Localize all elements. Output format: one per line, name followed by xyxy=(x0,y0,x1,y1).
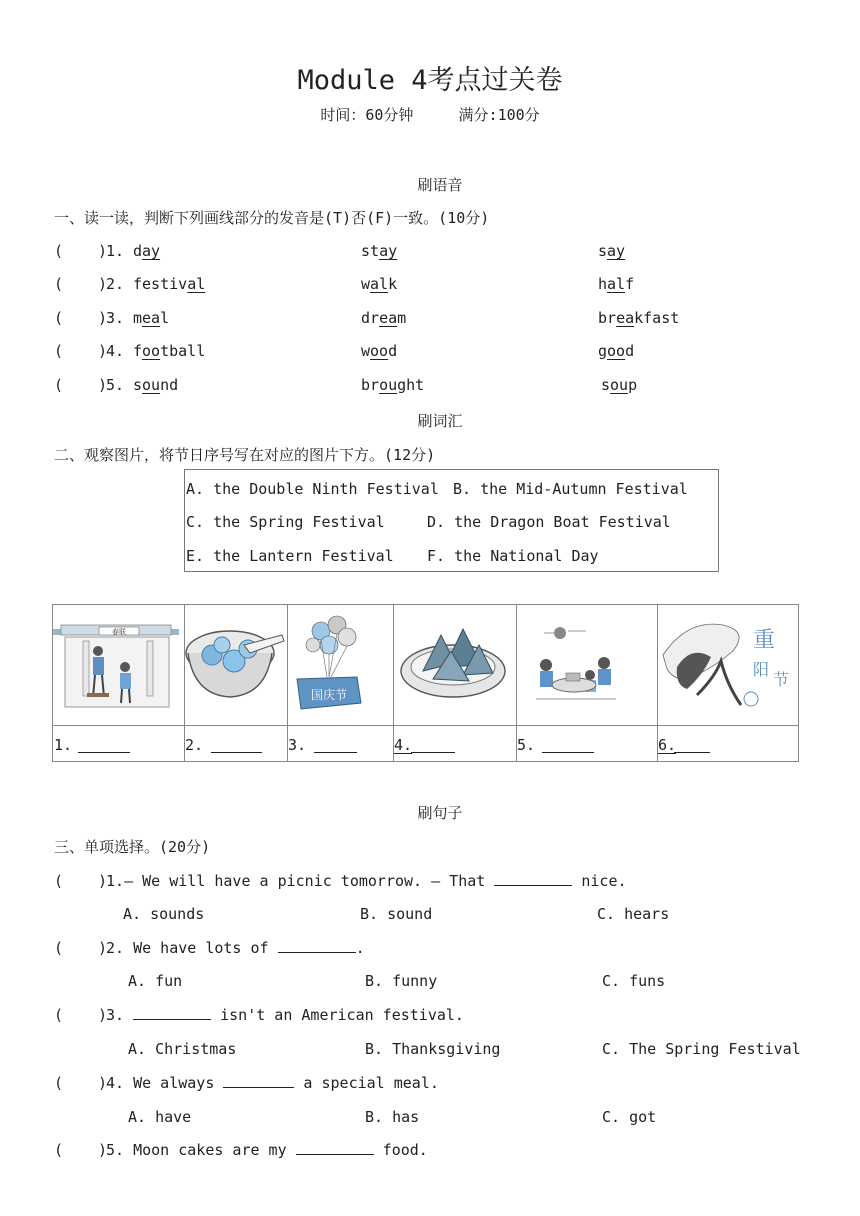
options-box xyxy=(184,469,719,572)
phonics-word: day xyxy=(133,242,161,260)
answer-bracket-open: ( xyxy=(54,275,64,293)
fill-blank[interactable] xyxy=(223,1075,294,1088)
phonics-word: walk xyxy=(361,275,398,293)
question-number: 4. xyxy=(106,1074,134,1092)
answer-blank[interactable] xyxy=(64,342,98,360)
answer-label-1: 1. xyxy=(54,736,73,754)
answer-bracket-open: ( xyxy=(54,1074,64,1092)
national-day-text: 国庆节 xyxy=(310,688,348,702)
question-text xyxy=(106,1141,428,1159)
choice-option[interactable]: C. hears xyxy=(597,905,670,923)
phonics-word: brought xyxy=(361,376,425,394)
phonics-word: dream xyxy=(361,309,407,327)
answer-blank-5[interactable] xyxy=(542,740,594,753)
picture-table xyxy=(52,604,799,762)
answer-label-4: 4. xyxy=(394,736,413,754)
answer-bracket-open: ( xyxy=(54,872,64,890)
item-number: 5. xyxy=(106,376,125,394)
picture-mid-autumn-festival xyxy=(516,605,658,725)
answer-blank[interactable] xyxy=(64,309,98,327)
answer-bracket-close: ) xyxy=(98,872,108,890)
answer-bracket-close: ) xyxy=(98,309,108,327)
section2-instruction: 二、观察图片，将节日序号写在对应的图片下方。(12分) xyxy=(54,446,436,464)
exam-score: 满分:100分 xyxy=(458,106,540,124)
fill-blank[interactable] xyxy=(494,873,572,886)
answer-bracket-close: ) xyxy=(98,1141,108,1159)
answer-cell-4[interactable] xyxy=(393,725,517,762)
answer-bracket-open: ( xyxy=(54,309,64,327)
option-c: C. the Spring Festival xyxy=(186,513,385,531)
fill-blank[interactable] xyxy=(133,1007,211,1020)
answer-blank[interactable] xyxy=(64,939,98,957)
answer-blank[interactable] xyxy=(64,376,98,394)
choice-option[interactable]: B. funny xyxy=(365,972,438,990)
phonics-word: meal xyxy=(133,309,170,327)
phonics-word: festival xyxy=(133,275,206,293)
phonics-word: wood xyxy=(361,342,398,360)
question-text xyxy=(106,872,627,890)
choice-option[interactable]: C. funs xyxy=(602,972,666,990)
phonics-word: sound xyxy=(133,376,179,394)
answer-blank[interactable] xyxy=(64,242,98,260)
phonics-word: say xyxy=(598,242,626,260)
choice-option[interactable]: A. have xyxy=(128,1108,192,1126)
question-number: 2. xyxy=(106,939,134,957)
question-stem-end: . xyxy=(355,939,365,957)
answer-blank[interactable] xyxy=(64,1006,98,1024)
choice-option[interactable]: B. has xyxy=(365,1108,420,1126)
option-e: E. the Lantern Festival xyxy=(186,547,394,565)
choice-option[interactable]: B. sound xyxy=(360,905,433,923)
option-b: B. the Mid-Autumn Festival xyxy=(453,480,688,498)
question-stem-end: food. xyxy=(373,1141,428,1159)
answer-cell-6[interactable] xyxy=(657,725,798,762)
answer-blank[interactable] xyxy=(64,1074,98,1092)
answer-bracket-open: ( xyxy=(54,242,64,260)
question-stem: We always xyxy=(133,1074,224,1092)
option-f: F. the National Day xyxy=(427,547,599,565)
answer-blank-4[interactable] xyxy=(411,740,455,753)
item-number: 4. xyxy=(106,342,125,360)
answer-cell-5[interactable] xyxy=(516,725,658,762)
answer-blank[interactable] xyxy=(64,275,98,293)
question-text xyxy=(106,1006,464,1024)
answer-bracket-open: ( xyxy=(54,342,64,360)
answer-blank[interactable] xyxy=(64,872,98,890)
answer-blank-1[interactable] xyxy=(78,740,130,753)
phonics-word: football xyxy=(133,342,206,360)
answer-bracket-close: ) xyxy=(98,1006,108,1024)
double-ninth-char1: 重 xyxy=(753,628,776,653)
picture-national-day xyxy=(287,605,394,725)
question-text xyxy=(106,1074,439,1092)
section2-heading: 刷词汇 xyxy=(417,412,463,430)
item-number: 2. xyxy=(106,275,125,293)
option-a: A. the Double Ninth Festival xyxy=(186,480,439,498)
answer-bracket-close: ) xyxy=(98,939,108,957)
answer-bracket-close: ) xyxy=(98,376,108,394)
fill-blank[interactable] xyxy=(296,1142,374,1155)
item-number: 1. xyxy=(106,242,125,260)
answer-blank-3[interactable] xyxy=(314,740,357,753)
exam-time: 时间：60分钟 xyxy=(320,106,414,124)
choice-option[interactable]: A. sounds xyxy=(123,905,205,923)
answer-cell-3[interactable] xyxy=(287,725,394,762)
answer-blank[interactable] xyxy=(64,1141,98,1159)
choice-option[interactable]: A. Christmas xyxy=(128,1040,237,1058)
exam-meta xyxy=(0,104,860,125)
section1-instruction: 一、读一读，判断下列画线部分的发音是(T)否(F)一致。(10分) xyxy=(54,209,490,227)
phonics-word: breakfast xyxy=(598,309,680,327)
choice-option[interactable]: A. fun xyxy=(128,972,183,990)
answer-bracket-close: ) xyxy=(98,275,108,293)
answer-bracket-open: ( xyxy=(54,1006,64,1024)
answer-label-3: 3. xyxy=(288,736,307,754)
couplet-top-text: 春联 xyxy=(112,628,126,636)
answer-label-5: 5. xyxy=(517,736,536,754)
section1-heading: 刷语音 xyxy=(417,176,463,194)
section3-instruction: 三、单项选择。(20分) xyxy=(54,838,211,856)
answer-cell-2[interactable] xyxy=(184,725,288,762)
question-number: 5. xyxy=(106,1141,134,1159)
answer-bracket-close: ) xyxy=(98,242,108,260)
choice-option[interactable]: B. Thanksgiving xyxy=(365,1040,501,1058)
answer-label-6: 6. xyxy=(658,736,677,754)
phonics-word: good xyxy=(598,342,635,360)
phonics-word: stay xyxy=(361,242,398,260)
question-stem-end: nice. xyxy=(572,872,627,890)
phonics-word: half xyxy=(598,275,635,293)
svg-text:阳: 阳 xyxy=(753,660,770,679)
answer-blank-6[interactable] xyxy=(674,740,710,753)
question-stem-end: a special meal. xyxy=(294,1074,439,1092)
question-stem: We have lots of xyxy=(133,939,278,957)
section3-heading: 刷句子 xyxy=(417,804,463,822)
answer-bracket-open: ( xyxy=(54,939,64,957)
choice-option[interactable]: C. got xyxy=(602,1108,657,1126)
picture-spring-festival xyxy=(53,605,185,725)
fill-blank[interactable] xyxy=(278,940,356,953)
option-d: D. the Dragon Boat Festival xyxy=(427,513,671,531)
answer-bracket-open: ( xyxy=(54,1141,64,1159)
answer-bracket-close: ) xyxy=(98,1074,108,1092)
phonics-word: soup xyxy=(601,376,638,394)
picture-lantern-festival xyxy=(184,605,288,725)
question-stem-end: isn't an American festival. xyxy=(211,1006,464,1024)
question-text xyxy=(106,939,365,957)
page-title: Module 4考点过关卷 xyxy=(297,65,563,96)
picture-dragon-boat-festival xyxy=(393,605,517,725)
answer-bracket-close: ) xyxy=(98,342,108,360)
answer-cell-1[interactable] xyxy=(53,725,185,762)
question-number: 1. xyxy=(106,872,125,890)
picture-double-ninth-festival xyxy=(657,605,798,725)
svg-text:节: 节 xyxy=(773,670,790,689)
answer-blank-2[interactable] xyxy=(211,740,262,753)
question-number: 3. xyxy=(106,1006,134,1024)
answer-bracket-open: ( xyxy=(54,376,64,394)
question-stem: Moon cakes are my xyxy=(133,1141,296,1159)
item-number: 3. xyxy=(106,309,125,327)
answer-label-2: 2. xyxy=(185,736,204,754)
question-stem: — We will have a picnic tomorrow. — That xyxy=(124,872,495,890)
choice-option[interactable]: C. The Spring Festival xyxy=(602,1040,801,1058)
